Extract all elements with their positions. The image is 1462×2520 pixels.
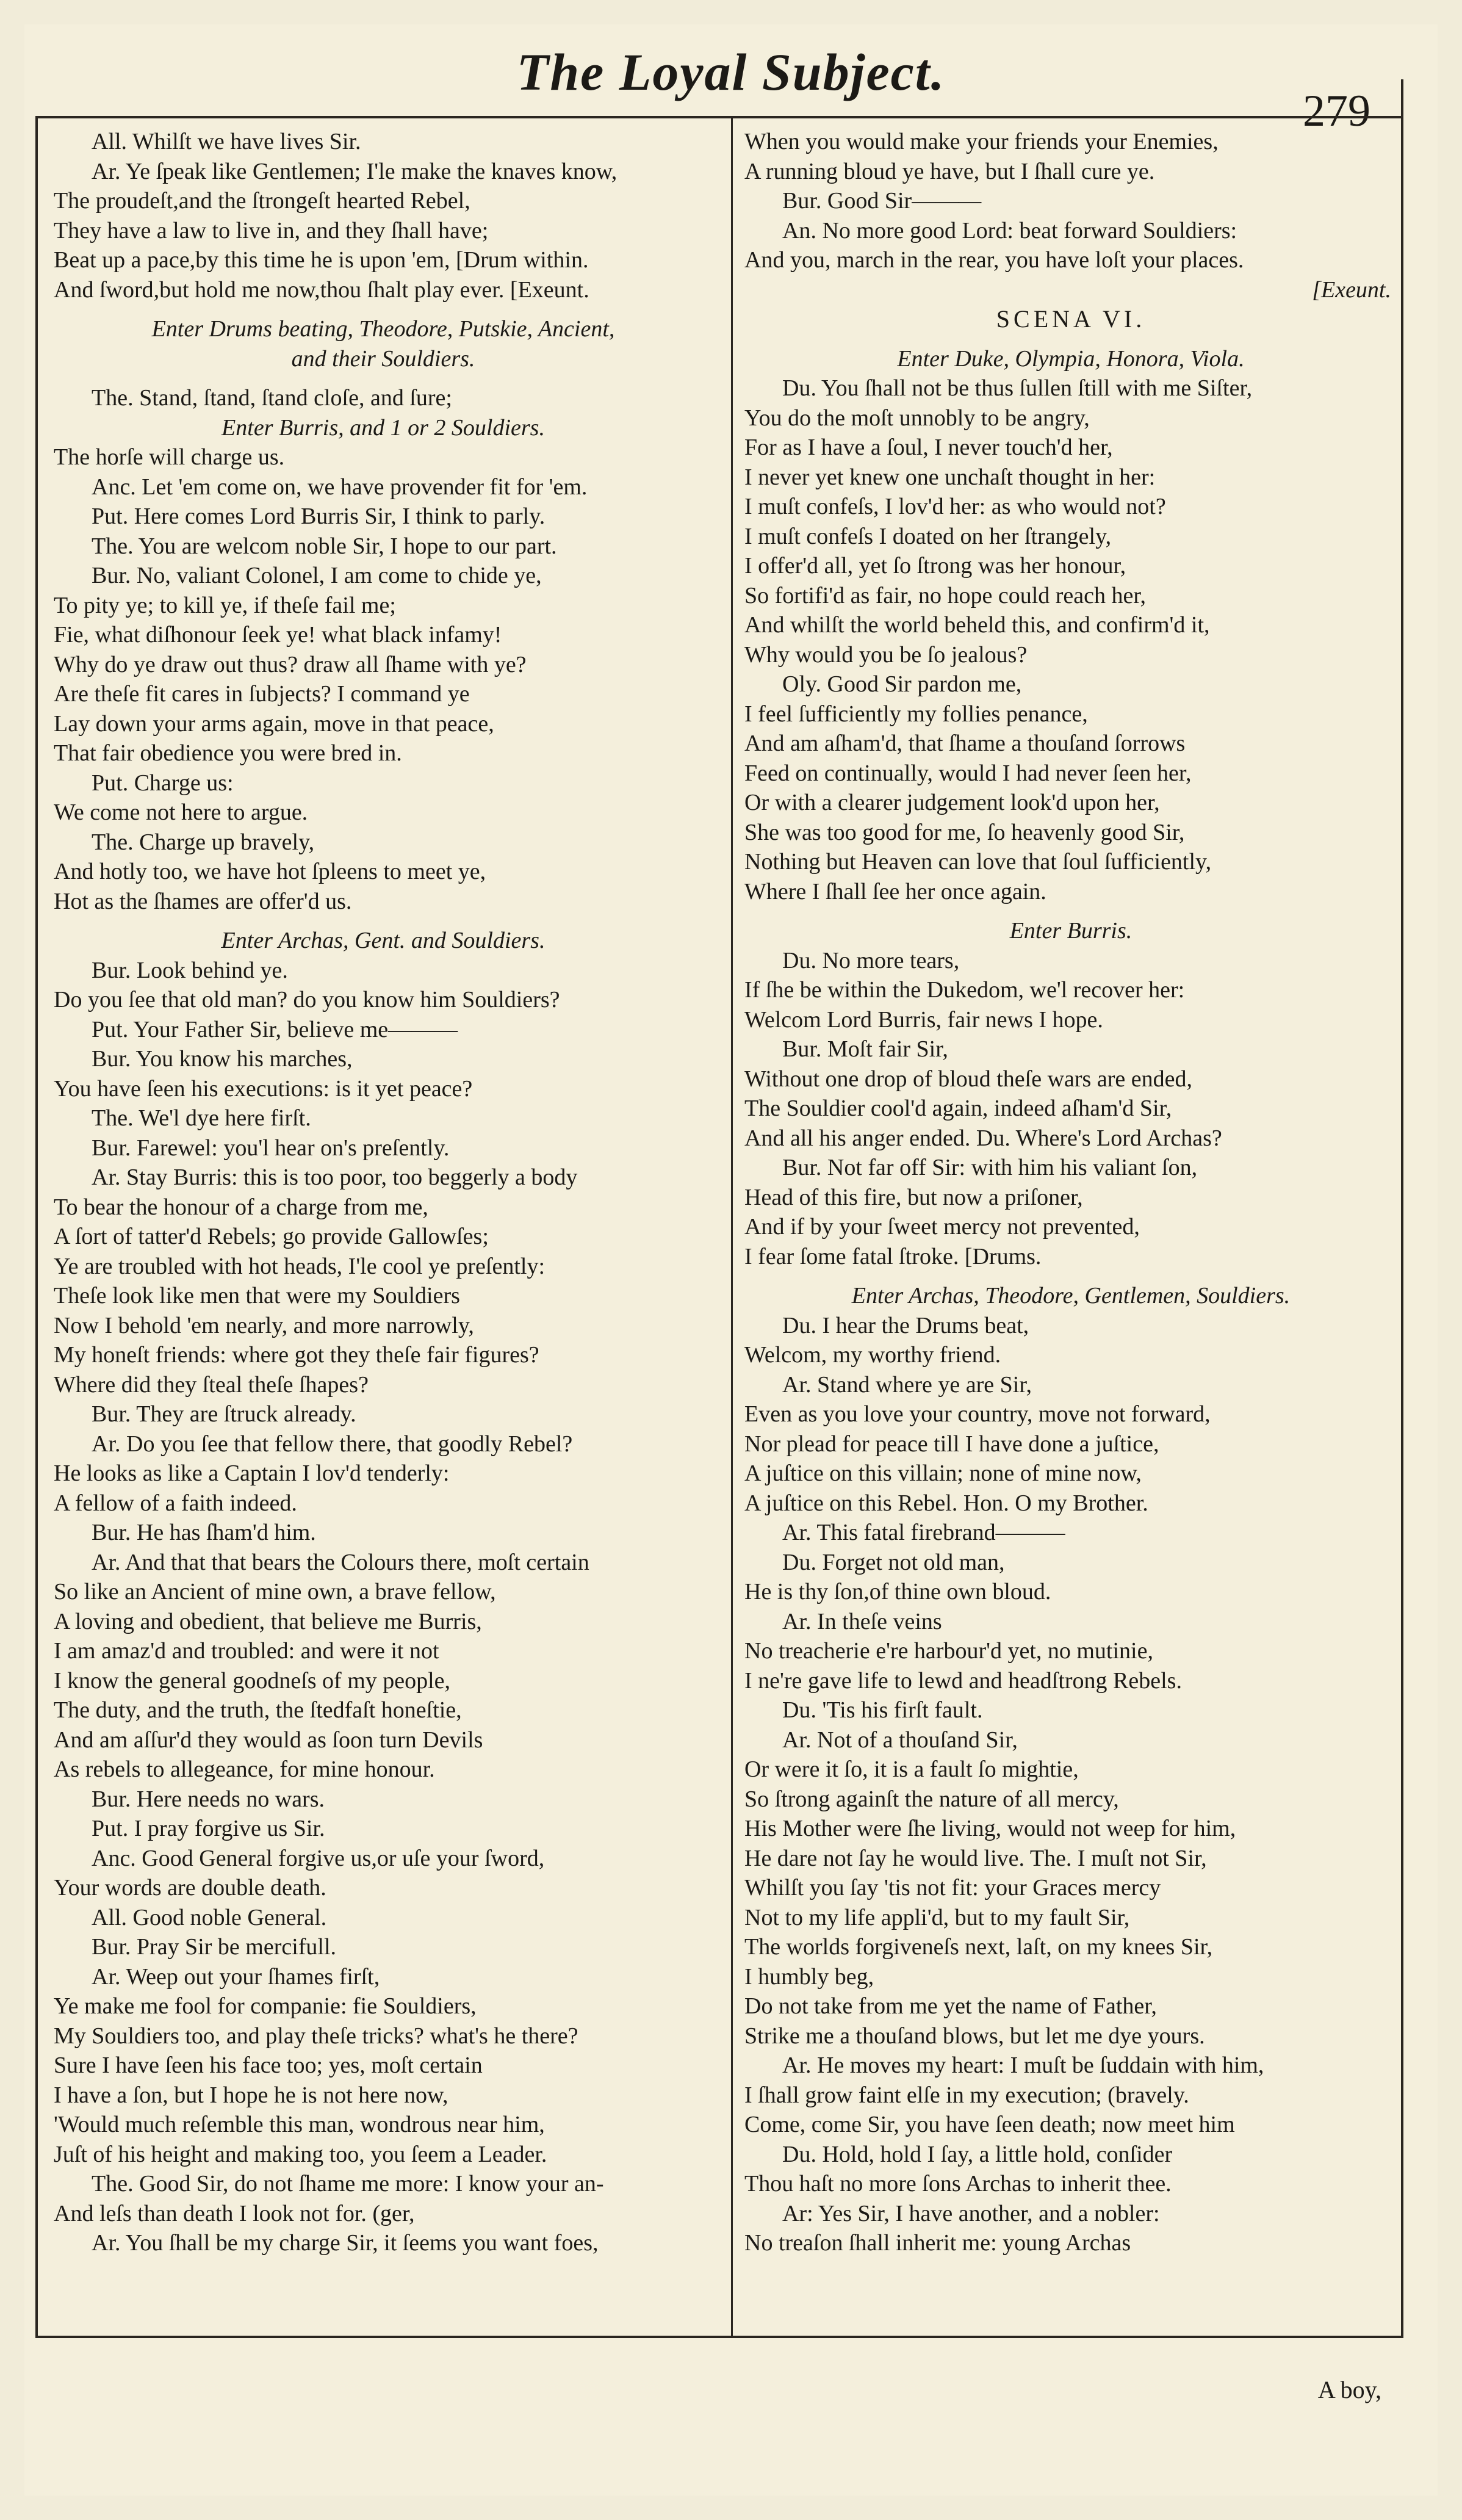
stage-direction: Enter Burris. xyxy=(1009,918,1133,944)
verse-line: And all his anger ended. Du. Where's Lord Archas? xyxy=(744,1125,1222,1151)
book-page xyxy=(24,24,1438,2496)
page-number: 279 xyxy=(1303,86,1370,136)
speech-line: Bur. Farewel: you'l hear on's preſently. xyxy=(92,1135,450,1161)
spacer xyxy=(54,916,713,926)
verse-line: The worlds forgiveneſs next, laſt, on my knees Sir, xyxy=(744,1934,1213,1960)
verse-line: She was too good for me, ſo heavenly good Sir, xyxy=(744,819,1185,845)
verse-line: And if by your ſweet mercy not prevented, xyxy=(744,1214,1140,1240)
verse-line: Without one drop of bloud theſe wars are ended, xyxy=(744,1066,1192,1092)
verse-line: Why would you be ſo jealous? xyxy=(744,641,1028,668)
speech-line: Put. I pray forgive us Sir. xyxy=(92,1816,325,1841)
verse-line: To bear the honour of a charge from me, xyxy=(54,1194,428,1220)
speech-line: The. Good Sir, do not ſhame me more: I know your an- xyxy=(92,2171,604,2197)
verse-line: Nothing but Heaven can love that ſoul ſufficiently, xyxy=(744,849,1212,875)
speech-line: Du. Forget not old man, xyxy=(782,1549,1005,1575)
verse-line: A fellow of a faith indeed. xyxy=(54,1490,297,1516)
verse-line: A ſort of tatter'd Rebels; go provide Gallowſes; xyxy=(54,1224,489,1249)
speech-line: Oly. Good Sir pardon me, xyxy=(782,671,1022,697)
verse-line: Where I ſhall ſee her once again. xyxy=(744,878,1046,904)
verse-line: You do the moſt unnobly to be angry, xyxy=(744,405,1090,431)
speech-line: Bur. They are ſtruck already. xyxy=(92,1401,356,1427)
verse-line: I am amaz'd and troubled: and were it not xyxy=(54,1638,439,1664)
speech-line: All. Good noble General. xyxy=(92,1904,327,1930)
verse-line: I know the general goodneſs of my people, xyxy=(54,1667,451,1694)
verse-line: And whilſt the world beheld this, and confirm'd it, xyxy=(744,612,1210,638)
speech-line: Bur. He has ſham'd him. xyxy=(92,1520,316,1545)
speech-line: Ar. Ye ſpeak like Gentlemen; I'le make the knaves know, xyxy=(92,158,618,184)
speech-line: Anc. Good General forgive us,or uſe your ſword, xyxy=(92,1845,545,1871)
scene-heading: SCENA VI. xyxy=(996,305,1146,333)
verse-line: Now I behold 'em nearly, and more narrowly, xyxy=(54,1312,474,1338)
verse-line: And ſword,but hold me now,thou ſhalt play ever. [Exeunt. xyxy=(54,276,589,303)
spacer xyxy=(54,305,713,314)
verse-line: Lay down your arms again, move in that peace, xyxy=(54,710,494,737)
verse-line: Hot as the ſhames are offer'd us. xyxy=(54,888,352,914)
stage-direction: Enter Archas, Theodore, Gentlemen, Souldiers. xyxy=(851,1283,1291,1309)
speech-line: Put. Here comes Lord Burris Sir, I think to parly. xyxy=(92,504,546,529)
verse-line: Beat up a pace,by this time he is upon 'em, [Drum within. xyxy=(54,247,589,273)
verse-line: You have ſeen his executions: is it yet peace? xyxy=(54,1075,473,1102)
verse-line: Ye are troubled with hot heads, I'le cool ye preſently: xyxy=(54,1253,545,1279)
speech-line: Bur. Moſt fair Sir, xyxy=(782,1036,948,1062)
verse-line: I ſhall grow faint elſe in my execution; (bravely. xyxy=(744,2082,1189,2108)
bottom-rule xyxy=(35,2336,1403,2338)
verse-line: As rebels to allegeance, for mine honour. xyxy=(54,1756,435,1782)
speech-line: Ar. You ſhall be my charge Sir, it ſeems you want foes, xyxy=(92,2230,599,2256)
verse-line: I have a ſon, but I hope he is not here now, xyxy=(54,2082,448,2108)
verse-line: No treaſon ſhall inherit me: young Archas xyxy=(744,2230,1131,2256)
speech-line: All. Whilſt we have lives Sir. xyxy=(92,129,361,154)
speech-line: Ar. This fatal firebrand——— xyxy=(782,1520,1065,1545)
verse-line: Fie, what diſhonour ſeek ye! what black infamy! xyxy=(54,622,502,648)
verse-line: So like an Ancient of mine own, a brave fellow, xyxy=(54,1579,496,1605)
verse-line: When you would make your friends your Enemies, xyxy=(744,129,1219,154)
verse-line: And am aſſur'd they would as ſoon turn Devils xyxy=(54,1727,483,1753)
verse-line: Strike me a thouſand blows, but let me dye yours. xyxy=(744,2023,1205,2049)
verse-line: The Souldier cool'd again, indeed aſham'd Sir, xyxy=(744,1096,1172,1121)
speech-line: Bur. Here needs no wars. xyxy=(92,1786,325,1812)
verse-line: Why do ye draw out thus? draw all ſhame with ye? xyxy=(54,651,527,677)
speech-line: Ar. Do you ſee that fellow there, that goodly Rebel? xyxy=(92,1431,573,1457)
speech-line: Du. You ſhall not be thus ſullen ſtill with me Siſter, xyxy=(782,375,1253,401)
speech-line: The. Stand, ſtand, ſtand cloſe, and ſure; xyxy=(92,385,452,411)
verse-line: For as I have a ſoul, I never touch'd her, xyxy=(744,435,1113,460)
verse-line: That fair obedience you were bred in. xyxy=(54,740,402,766)
verse-line: My honeſt friends: where got they theſe fair figures? xyxy=(54,1342,539,1368)
verse-line: And you, march in the rear, you have loſt your places. xyxy=(744,247,1244,273)
speech-line: Du. No more tears, xyxy=(782,947,960,973)
verse-line: He dare not ſay he would live. The. I muſt not Sir, xyxy=(744,1845,1207,1871)
top-rule xyxy=(35,116,1403,118)
speech-line: Bur. Pray Sir be mercifull. xyxy=(92,1934,337,1960)
verse-line: Head of this fire, but now a priſoner, xyxy=(744,1184,1083,1210)
speech-line: Ar. Stay Burris: this is too poor, too beggerly a body xyxy=(92,1164,578,1190)
stage-direction: Enter Duke, Olympia, Honora, Viola. xyxy=(897,345,1245,372)
verse-line: Are theſe fit cares in ſubjects? I command ye xyxy=(54,681,470,707)
verse-line: Or with a clearer judgement look'd upon her, xyxy=(744,790,1160,815)
verse-line: Nor plead for peace till I have done a juſtice, xyxy=(744,1431,1159,1457)
left-column xyxy=(54,127,713,2336)
speech-line: Du. 'Tis his firſt fault. xyxy=(782,1697,983,1723)
speech-line: Ar. And that that bears the Colours there, moſt certain xyxy=(92,1549,589,1575)
verse-line: My Souldiers too, and play theſe tricks? what's he there? xyxy=(54,2023,578,2049)
speech-line: Du. I hear the Drums beat, xyxy=(782,1312,1029,1338)
verse-line: I ne're gave life to lewd and headſtrong Rebels. xyxy=(744,1667,1182,1694)
verse-line: If ſhe be within the Dukedom, we'l recover her: xyxy=(744,977,1185,1003)
verse-line: Feed on continually, would I had never ſeen her, xyxy=(744,760,1192,786)
verse-line: I never yet knew one unchaſt thought in her: xyxy=(744,464,1156,490)
verse-line: A juſtice on this villain; none of mine now, xyxy=(744,1460,1142,1486)
verse-line: So ſtrong againſt the nature of all mercy, xyxy=(744,1786,1119,1812)
stage-direction: Enter Burris, and 1 or 2 Souldiers. xyxy=(221,414,545,441)
right-column xyxy=(744,127,1397,2336)
speech-line: Du. Hold, hold I ſay, a little hold, conſider xyxy=(782,2141,1173,2167)
verse-line: Where did they ſteal theſe ſhapes? xyxy=(54,1371,369,1398)
verse-line: A running bloud ye have, but I ſhall cure ye. xyxy=(744,158,1155,184)
speech-line: Ar. In theſe veins xyxy=(782,1608,942,1634)
verse-line: He looks as like a Captain I lov'd tenderly: xyxy=(54,1460,450,1486)
verse-line: To pity ye; to kill ye, if theſe fail me; xyxy=(54,592,396,618)
verse-line: The proudeſt,and the ſtrongeſt hearted Rebel, xyxy=(54,188,470,214)
verse-line: I fear ſome fatal ſtroke. [Drums. xyxy=(744,1243,1042,1269)
exit-direction: [Exeunt. xyxy=(1312,276,1391,303)
verse-line: Do you ſee that old man? do you know him Souldiers? xyxy=(54,987,560,1013)
verse-line: Or were it ſo, it is a fault ſo mightie, xyxy=(744,1756,1079,1782)
verse-line: Whilſt you ſay 'tis not fit: your Graces mercy xyxy=(744,1875,1161,1901)
speech-line: Ar. Not of a thouſand Sir, xyxy=(782,1727,1018,1753)
speech-line: Anc. Let 'em come on, we have provender fit for 'em. xyxy=(92,474,588,500)
verse-line: They have a law to live in, and they ſhall have; xyxy=(54,217,489,244)
verse-line: Welcom, my worthy friend. xyxy=(744,1342,1001,1368)
verse-line: I offer'd all, yet ſo ſtrong was her honour, xyxy=(744,553,1126,579)
stage-direction: Enter Drums beating, Theodore, Putskie, Ancient, xyxy=(151,316,615,342)
right-rule xyxy=(1401,79,1403,2338)
speech-line: Bur. Not far off Sir: with him his valiant ſon, xyxy=(782,1155,1198,1180)
verse-line: No treacherie e're harbour'd yet, no mutinie, xyxy=(744,1638,1153,1664)
verse-line: Thou haſt no more ſons Archas to inherit thee. xyxy=(744,2171,1172,2197)
speech-line: Ar: Yes Sir, I have another, and a nobler: xyxy=(782,2200,1160,2226)
speech-line: Bur. No, valiant Colonel, I am come to chide ye, xyxy=(92,563,542,588)
spacer xyxy=(744,334,1397,344)
verse-line: A juſtice on this Rebel. Hon. O my Brother. xyxy=(744,1490,1148,1516)
speech-line: Put. Your Father Sir, believe me——— xyxy=(92,1016,458,1042)
spacer xyxy=(744,1271,1397,1281)
stage-direction: and their Souldiers. xyxy=(291,345,475,372)
left-rule xyxy=(35,116,38,2338)
verse-line: Theſe look like men that were my Souldiers xyxy=(54,1283,460,1309)
speech-line: Put. Charge us: xyxy=(92,770,234,796)
verse-line: The horſe will charge us. xyxy=(54,444,285,470)
verse-line: And hotly too, we have hot ſpleens to meet ye, xyxy=(54,859,486,884)
speech-line: The. We'l dye here firſt. xyxy=(92,1105,311,1131)
running-title: The Loyal Subject. xyxy=(516,43,946,101)
speech-line: Ar. Weep out your ſhames firſt, xyxy=(92,1963,380,1990)
speech-line: Bur. You know his marches, xyxy=(92,1046,353,1072)
verse-line: Sure I have ſeen his face too; yes, moſt certain xyxy=(54,2052,483,2078)
verse-line: His Mother were ſhe living, would not weep for him, xyxy=(744,1816,1236,1841)
verse-line: Welcom Lord Burris, fair news I hope. xyxy=(744,1006,1103,1033)
speech-line: An. No more good Lord: beat forward Souldiers: xyxy=(782,217,1237,244)
catchword: A boy, xyxy=(1317,2376,1381,2403)
verse-line: I humbly beg, xyxy=(744,1963,874,1990)
verse-line: The duty, and the truth, the ſtedfaſt honeſtie, xyxy=(54,1697,462,1723)
verse-line: And am aſham'd, that ſhame a thouſand ſorrows xyxy=(744,731,1186,756)
speech-line: Ar. Stand where ye are Sir, xyxy=(782,1371,1032,1398)
verse-line: Even as you love your country, move not forward, xyxy=(744,1401,1211,1427)
column-divider xyxy=(731,116,733,2338)
verse-line: 'Would much reſemble this man, wondrous near him, xyxy=(54,2112,545,2137)
stage-direction: Enter Archas, Gent. and Souldiers. xyxy=(221,928,546,953)
speech-line: The. Charge up bravely, xyxy=(92,829,315,855)
speech-line: Ar. He moves my heart: I muſt be ſuddain with him, xyxy=(782,2052,1264,2078)
verse-line: Not to my life appli'd, but to my fault Sir, xyxy=(744,1904,1130,1930)
verse-line: So fortifi'd as fair, no hope could reach her, xyxy=(744,582,1147,608)
verse-line: A loving and obedient, that believe me Burris, xyxy=(54,1608,482,1634)
verse-line: Come, come Sir, you have ſeen death; now meet him xyxy=(744,2112,1235,2137)
verse-line: He is thy ſon,of thine own bloud. xyxy=(744,1579,1051,1605)
verse-line: I muſt confeſs, I lov'd her: as who would not? xyxy=(744,494,1166,519)
spacer xyxy=(54,374,713,383)
verse-line: Do not take from me yet the name of Father, xyxy=(744,1993,1157,2019)
verse-line: I muſt confeſs I doated on her ſtrangely, xyxy=(744,523,1112,549)
verse-line: Your words are double death. xyxy=(54,1875,326,1901)
verse-line: I feel ſufficiently my follies penance, xyxy=(744,701,1088,727)
verse-line: Ye make me fool for companie: fie Souldiers, xyxy=(54,1993,477,2019)
speech-line: The. You are welcom noble Sir, I hope to our part. xyxy=(92,533,557,559)
verse-line: And leſs than death I look not for. (ger, xyxy=(54,2200,415,2226)
verse-line: Juſt of his height and making too, you ſeem a Leader. xyxy=(54,2141,547,2167)
speech-line: Bur. Good Sir——— xyxy=(782,188,982,214)
verse-line: We come not here to argue. xyxy=(54,800,308,825)
spacer xyxy=(744,906,1397,916)
speech-line: Bur. Look behind ye. xyxy=(92,957,288,983)
